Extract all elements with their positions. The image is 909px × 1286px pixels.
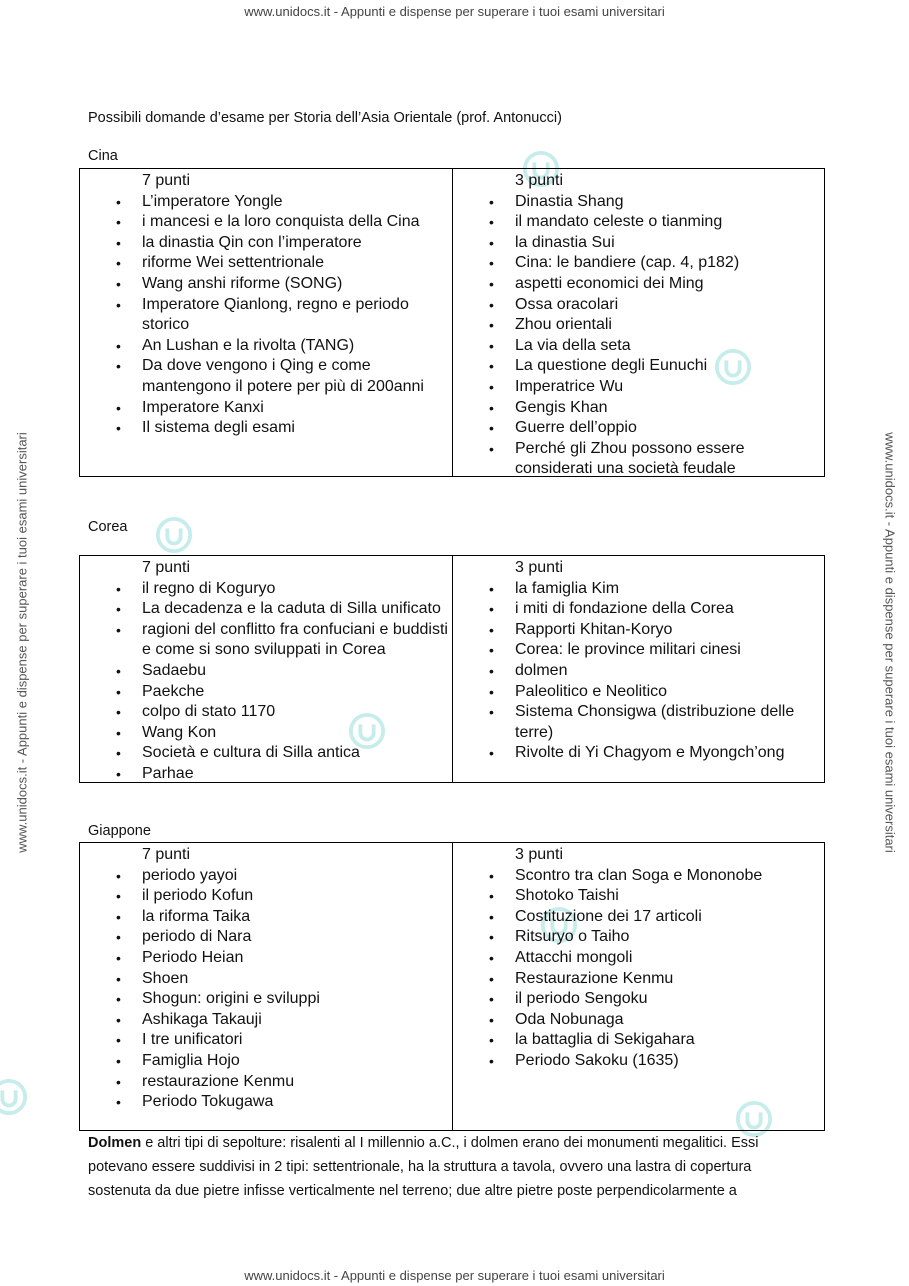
list-item: • Zhou orientali — [453, 315, 820, 336]
list-item: • Wang anshi riforme (SONG) — [80, 274, 448, 295]
paragraph-text: e altri tipi di sepolture: risalenti al I millennio a.C., i dolmen erano dei monumenti megalitici. Essi potevano essere suddivisi in 2 tipi: settentrionale, ha la struttura a tavola, ovvero una lastra di copertura sostenuta da due pietre infisse verticalmente nel terreno; due altre pietre poste perpendicolarmente a — [88, 1135, 759, 1199]
list-item: • la dinastia Sui — [453, 233, 820, 254]
list-item: • Periodo Tokugawa — [80, 1092, 448, 1113]
topics-table-cina — [79, 168, 825, 477]
column-3-punti — [452, 169, 824, 476]
page-title: Possibili domande d’esame per Storia dell’Asia Orientale (prof. Antonucci) — [88, 110, 562, 126]
unidocs-logo-icon — [155, 516, 193, 554]
list-item: • Sistema Chonsigwa (distribuzione delle terre) — [453, 702, 820, 743]
dolmen-paragraph — [88, 1131, 808, 1203]
list-item: • Imperatrice Wu — [453, 377, 820, 398]
list-item: • Perché gli Zhou possono essere considerati una società feudale — [453, 439, 820, 480]
list-item: • Periodo Heian — [80, 948, 448, 969]
list-item: • dolmen — [453, 661, 820, 682]
column-3-punti — [452, 556, 824, 782]
list-item: • L’imperatore Yongle — [80, 192, 448, 213]
list-item: • Società e cultura di Silla antica — [80, 743, 448, 764]
list-item: • il regno di Koguryo — [80, 579, 448, 600]
unidocs-logo-icon — [0, 1078, 28, 1116]
list-item: • la battaglia di Sekigahara — [453, 1030, 820, 1051]
list-item: • Ritsuryo o Taiho — [453, 927, 820, 948]
list-item: • Scontro tra clan Soga e Mononobe — [453, 866, 820, 887]
column-heading: 3 punti — [515, 559, 564, 576]
list-item: • Gengis Khan — [453, 398, 820, 419]
column-7-punti — [80, 556, 452, 782]
list-item: • periodo yayoi — [80, 866, 448, 887]
list-item: • Paekche — [80, 682, 448, 703]
list-item: • Rapporti Khitan-Koryo — [453, 620, 820, 641]
column-heading: 7 punti — [142, 559, 191, 576]
list-item: • la dinastia Qin con l’imperatore — [80, 233, 448, 254]
list-item: • Sadaebu — [80, 661, 448, 682]
list-item: • La questione degli Eunuchi — [453, 356, 820, 377]
topic-list — [80, 192, 448, 439]
list-item: • Corea: le province militari cinesi — [453, 640, 820, 661]
list-item: • Attacchi mongoli — [453, 948, 820, 969]
column-3-punti — [452, 843, 824, 1130]
list-item: • Paleolitico e Neolitico — [453, 682, 820, 703]
section-label-cina: Cina — [88, 148, 118, 164]
list-item: • Da dove vengono i Qing e come mantengono il potere per più di 200anni — [80, 356, 448, 397]
list-item: • Famiglia Hojo — [80, 1051, 448, 1072]
list-item: • Cina: le bandiere (cap. 4, p182) — [453, 253, 820, 274]
watermark-left: www.unidocs.it - Appunti e dispense per superare i tuoi esami universitari — [14, 432, 30, 853]
topic-list — [80, 866, 448, 1113]
topic-list — [80, 579, 448, 785]
list-item: • Ossa oracolari — [453, 295, 820, 316]
list-item: • Oda Nobunaga — [453, 1010, 820, 1031]
column-7-punti — [80, 843, 452, 1130]
watermark-top: www.unidocs.it - Appunti e dispense per superare i tuoi esami universitari — [244, 4, 665, 19]
topic-list — [453, 866, 820, 1072]
list-item: • la riforma Taika — [80, 907, 448, 928]
list-item: • Ashikaga Takauji — [80, 1010, 448, 1031]
list-item: • Shoen — [80, 969, 448, 990]
list-item: • La via della seta — [453, 336, 820, 357]
list-item: • Shotoko Taishi — [453, 886, 820, 907]
list-item: • riforme Wei settentrionale — [80, 253, 448, 274]
list-item: • il mandato celeste o tianming — [453, 212, 820, 233]
list-item: • Parhae — [80, 764, 448, 785]
topics-table-corea — [79, 555, 825, 783]
list-item: • Wang Kon — [80, 723, 448, 744]
column-7-punti — [80, 169, 452, 476]
list-item: • la famiglia Kim — [453, 579, 820, 600]
column-heading: 3 punti — [515, 846, 564, 863]
list-item: • restaurazione Kenmu — [80, 1072, 448, 1093]
list-item: • i miti di fondazione della Corea — [453, 599, 820, 620]
section-label-giappone: Giappone — [88, 823, 151, 839]
list-item: • colpo di stato 1170 — [80, 702, 448, 723]
column-heading: 7 punti — [142, 172, 191, 189]
list-item: • periodo di Nara — [80, 927, 448, 948]
paragraph-bold-lead: Dolmen — [88, 1135, 142, 1151]
list-item: • Dinastia Shang — [453, 192, 820, 213]
list-item: • La decadenza e la caduta di Silla unificato — [80, 599, 448, 620]
watermark-right: www.unidocs.it - Appunti e dispense per superare i tuoi esami universitari — [882, 432, 898, 853]
list-item: • ragioni del conflitto fra confuciani e buddisti e come si sono sviluppati in Corea — [80, 620, 448, 661]
watermark-bottom: www.unidocs.it - Appunti e dispense per superare i tuoi esami universitari — [244, 1268, 665, 1283]
list-item: • Periodo Sakoku (1635) — [453, 1051, 820, 1072]
list-item: • aspetti economici dei Ming — [453, 274, 820, 295]
list-item: • Imperatore Kanxi — [80, 398, 448, 419]
list-item: • Shogun: origini e sviluppi — [80, 989, 448, 1010]
list-item: • Costituzione dei 17 articoli — [453, 907, 820, 928]
list-item: • Restaurazione Kenmu — [453, 969, 820, 990]
column-heading: 7 punti — [142, 846, 191, 863]
list-item: • Imperatore Qianlong, regno e periodo storico — [80, 295, 448, 336]
topics-table-giappone — [79, 842, 825, 1131]
list-item: • Guerre dell’oppio — [453, 418, 820, 439]
topic-list — [453, 192, 820, 480]
list-item: • I tre unificatori — [80, 1030, 448, 1051]
list-item: • Il sistema degli esami — [80, 418, 448, 439]
list-item: • il periodo Kofun — [80, 886, 448, 907]
list-item: • Rivolte di Yi Chagyom e Myongch’ong — [453, 743, 820, 764]
topic-list — [453, 579, 820, 764]
list-item: • An Lushan e la rivolta (TANG) — [80, 336, 448, 357]
section-label-corea: Corea — [88, 519, 128, 535]
list-item: • il periodo Sengoku — [453, 989, 820, 1010]
column-heading: 3 punti — [515, 172, 564, 189]
list-item: • i mancesi e la loro conquista della Cina — [80, 212, 448, 233]
